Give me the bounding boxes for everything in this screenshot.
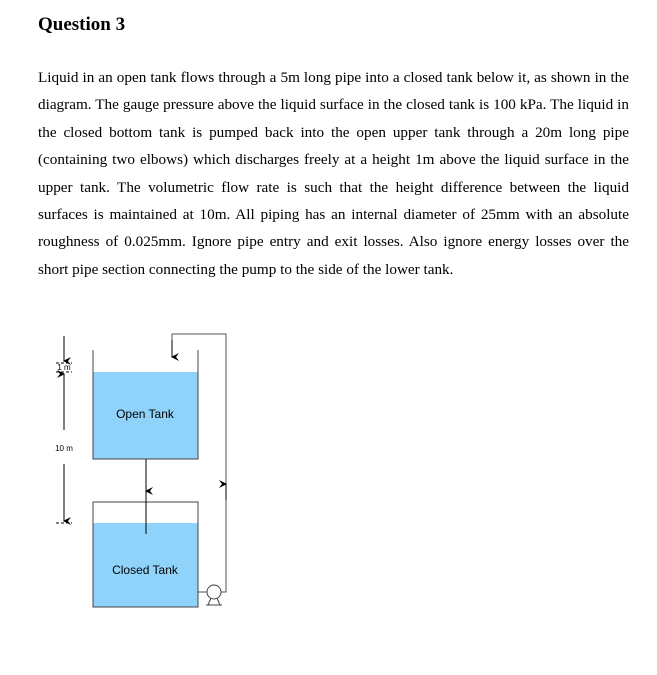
dim-1m-label: 1 m — [57, 363, 71, 372]
question-title: Question 3 — [38, 14, 126, 35]
dim-10m-label: 10 m — [55, 444, 73, 453]
open-tank-label: Open Tank — [116, 407, 174, 421]
closed-tank-label: Closed Tank — [112, 563, 178, 577]
question-text: Liquid in an open tank flows through a 5m long pipe into a closed tank below it, as shown in the diagram. The gauge pressure above the liquid surface in the closed tank is 100 kPa. The liquid in the closed bottom tank is pumped back into the open upper tank through a 20m long pipe (containing two elbows) which discharges freely at a height 1m above the liquid surface in the upper tank. The volumetric flow rate is such that the height difference between the liquid surfaces is maintained at 10m. All piping has an internal diameter of 25mm with an absolute roughness of 0.025mm. Ignore pipe entry and exit losses. Also ignore energy losses over the short pipe section connecting the pump to the side of the lower tank. — [38, 69, 629, 278]
pump-icon — [206, 585, 222, 605]
